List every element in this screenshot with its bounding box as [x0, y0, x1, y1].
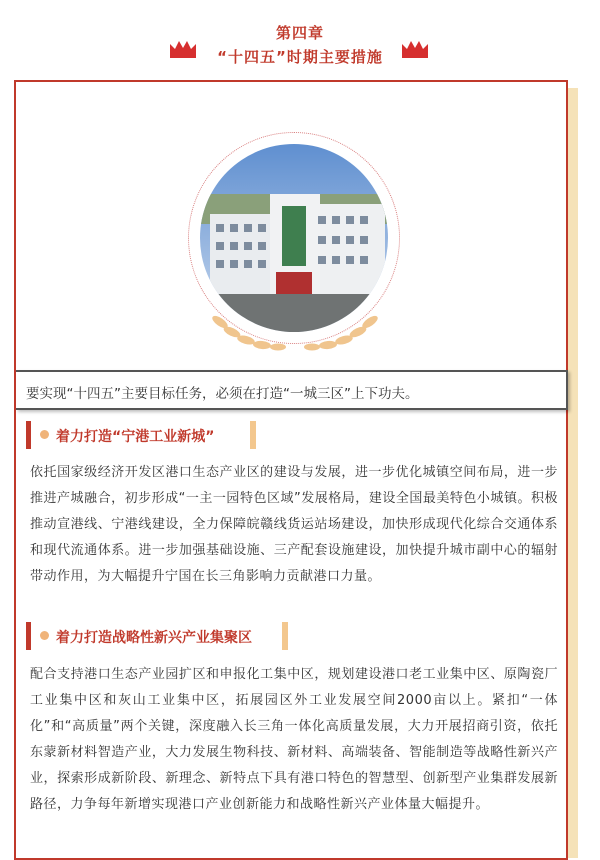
- caption-box: [16, 370, 568, 410]
- heading-bar: [26, 421, 31, 449]
- section-body: 依托国家级经济开发区港口生态产业区的建设与发展，进一步优化城镇空间布局，进一步推进产城融合，初步形成“一主一园特色区域”发展格局，建设全国最美特色小城镇。积极推动宣港线、宁港线建设，全力保障皖赣线货运站场建设，加快形成现代化综合交通体系和现代流通体系。进一步加强基础设施、三产配套设施建设，加快提升城市副中心的辐射带动作用，为大幅提升宁国在长三角影响力贡献港口力量。: [30, 465, 558, 584]
- laurel-decoration-icon: [200, 300, 390, 356]
- section-title: 着力打造“宁港工业新城”: [56, 429, 215, 445]
- crown-decoration-icon: [402, 40, 428, 58]
- section-heading: [26, 622, 288, 650]
- heading-dot-icon: [40, 631, 49, 640]
- heading-bar: [26, 622, 31, 650]
- chapter-number: 第四章: [275, 24, 324, 42]
- chapter-header: [0, 0, 600, 74]
- heading-end-bar: [282, 622, 288, 650]
- section-body: 配合支持港口生态产业园扩区和申报化工集中区，规划建设港口老工业集中区、原陶瓷厂工业集中区和灰山工业集中区，拓展园区外工业发展空间2000亩以上。紧扣“一体化”和“高质量”两个关键，深度融入长三角一体化高质量发展，大力开展招商引资，依托东蒙新材料智造产业，大力发展生物科技、新材料、高端装备、智能制造等战略性新兴产业，探索形成新阶段、新理念、新特点下具有港口特色的智慧型、创新型产业集群发展新路径，力争每年新增实现港口产业创新能力和战略性新兴产业体量大幅提升。: [30, 667, 558, 812]
- section-heading: [26, 421, 256, 449]
- section-title: 着力打造战略性新兴产业集聚区: [56, 630, 252, 646]
- caption-text: 要实现“十四五”主要目标任务，必须在打造“一城三区”上下功夫。: [26, 386, 419, 402]
- heading-end-bar: [250, 421, 256, 449]
- heading-dot-icon: [40, 430, 49, 439]
- chapter-title: “十四五”时期主要措施: [217, 48, 383, 66]
